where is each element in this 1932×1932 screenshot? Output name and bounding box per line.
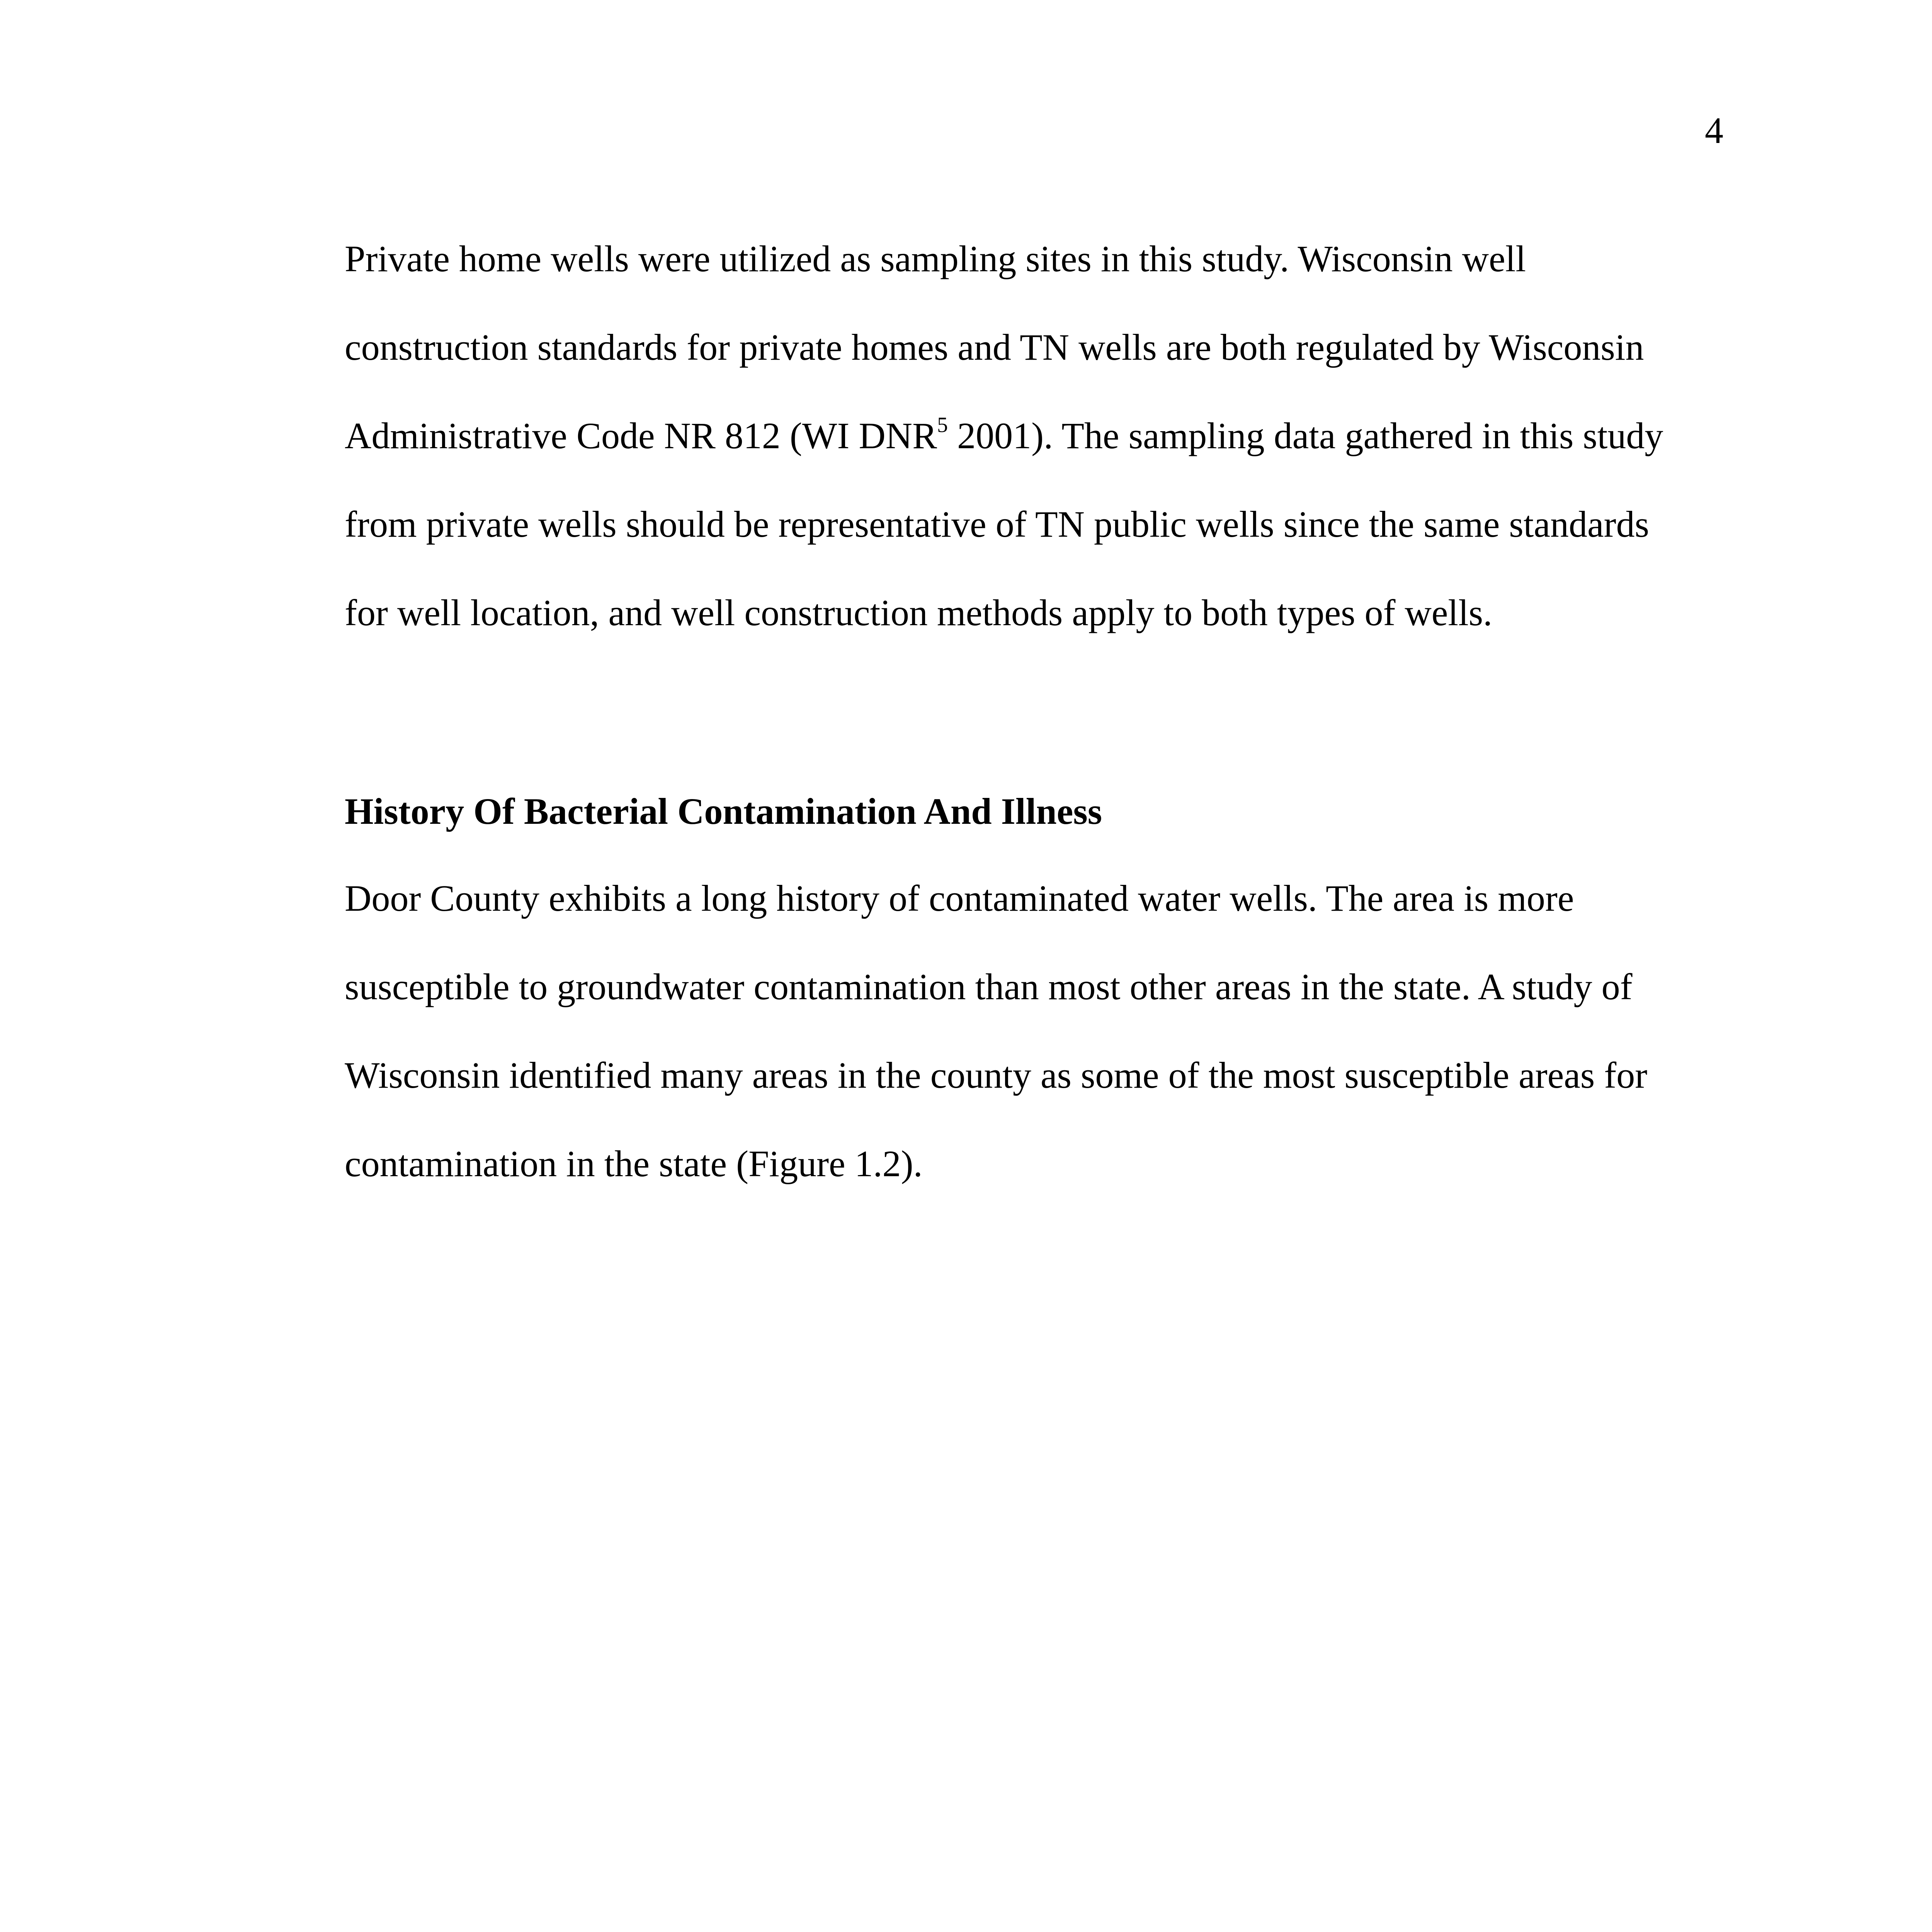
paragraph-door-county: [345, 854, 1767, 1208]
footnote-superscript: 5: [937, 413, 948, 437]
paragraph-line: Private home wells were utilized as sampling sites in this study. Wisconsin well: [345, 238, 1526, 279]
paragraph-private-wells: [345, 214, 1767, 657]
paragraph-line: from private wells should be representative of TN public wells since the same standards: [345, 503, 1649, 545]
paragraph-line: Wisconsin identified many areas in the county as some of the most susceptible areas for: [345, 1054, 1648, 1096]
paragraph-line: for well location, and well construction methods apply to both types of wells.: [345, 592, 1493, 633]
paragraph-line: susceptible to groundwater contamination than most other areas in the state. A study of: [345, 966, 1633, 1007]
paragraph-line: contamination in the state (Figure 1.2).: [345, 1143, 923, 1184]
paragraph-line: construction standards for private homes and TN wells are both regulated by Wisconsin: [345, 327, 1644, 368]
paragraph-line: Door County exhibits a long history of contaminated water wells. The area is more: [345, 878, 1574, 919]
paragraph-line: [345, 391, 1767, 480]
line-text: 2001). The sampling data gathered in this study: [948, 415, 1663, 456]
line-text: Administrative Code NR 812 (WI DNR: [345, 415, 937, 456]
page-number: 4: [1705, 110, 1723, 151]
section-heading: History Of Bacterial Contamination And Illness: [345, 791, 1102, 832]
